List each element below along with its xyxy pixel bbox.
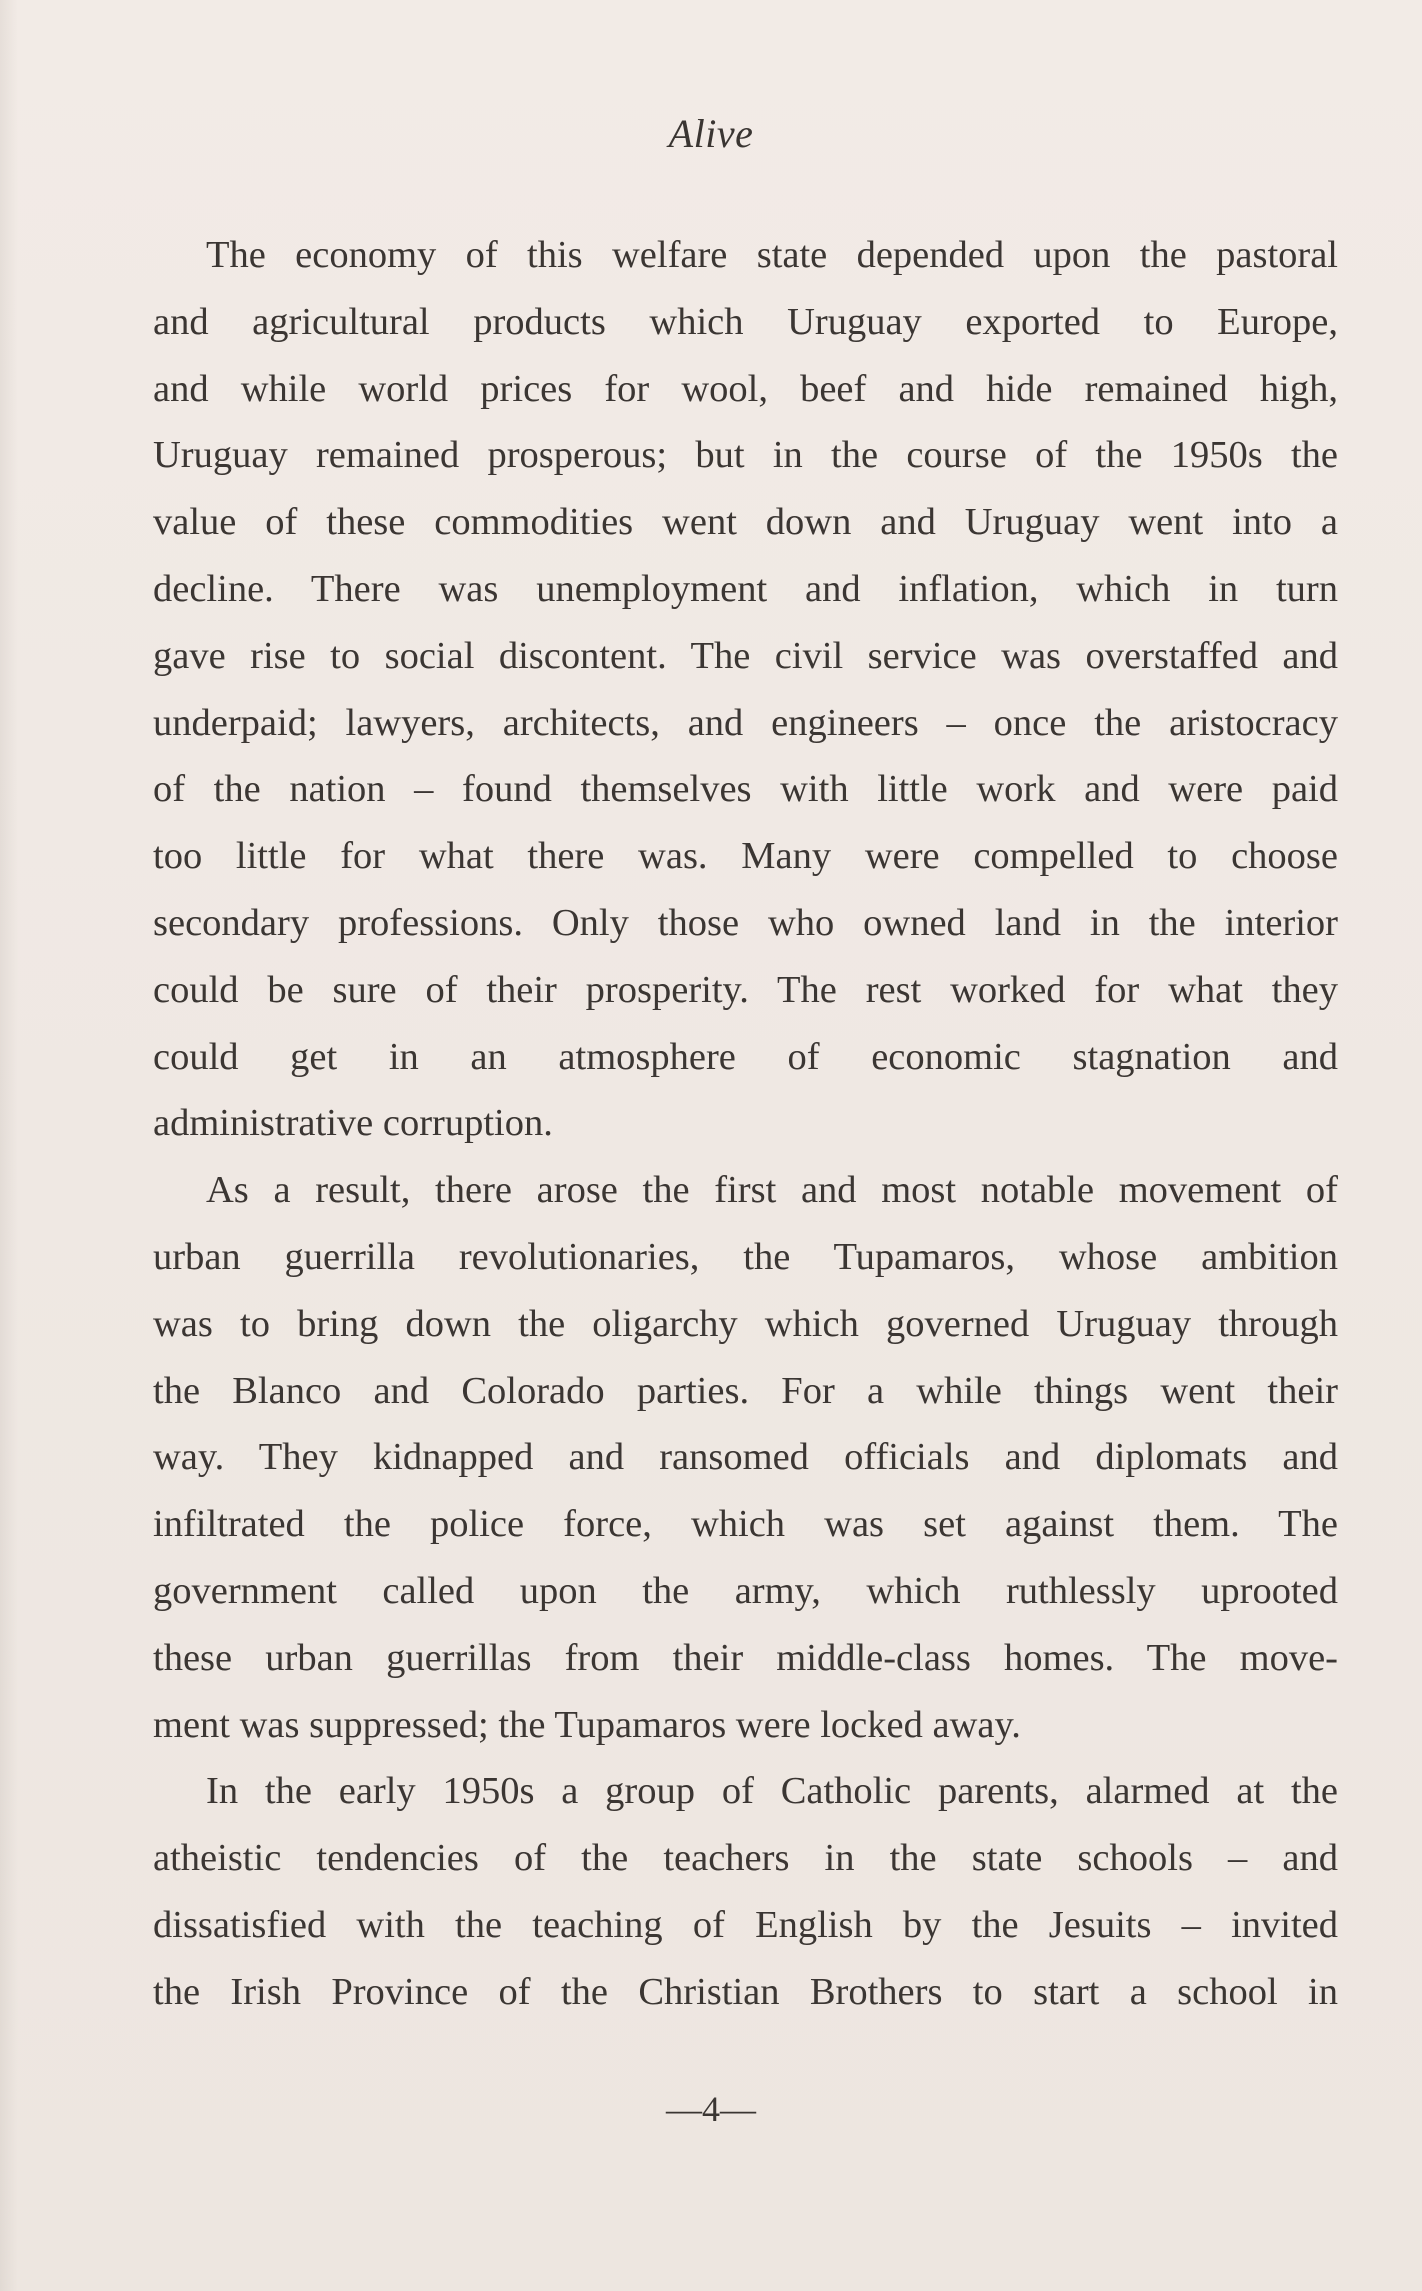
text-line: urban guerrilla revolutionaries, the Tupamaros, whose ambition — [153, 1235, 1338, 1278]
text-line: Uruguay remained prosperous; but in the course of the 1950s the — [153, 434, 1338, 477]
text-line: gave rise to social discontent. The civil service was overstaffed and — [153, 634, 1338, 677]
text-line: these urban guerrillas from their middle-class homes. The move- — [153, 1636, 1338, 1679]
text-line: ment was suppressed; the Tupamaros were locked away. — [153, 1703, 1021, 1746]
body-text — [153, 222, 1338, 2026]
running-head: Alive — [668, 111, 754, 156]
text-line: could get in an atmosphere of economic stagnation and — [153, 1035, 1338, 1078]
text-line: The economy of this welfare state depended upon the pastoral — [206, 234, 1338, 276]
text-line: could be sure of their prosperity. The rest worked for what they — [153, 968, 1338, 1011]
text-line: In the early 1950s a group of Catholic parents, alarmed at the — [206, 1770, 1338, 1813]
text-line: infiltrated the police force, which was set against them. The — [153, 1503, 1338, 1546]
paragraph-2 — [153, 1157, 1338, 1758]
text-line: decline. There was unemployment and inflation, which in turn — [153, 567, 1338, 610]
text-line: the Blanco and Colorado parties. For a while things went their — [153, 1369, 1338, 1412]
text-line: too little for what there was. Many were compelled to choose — [153, 835, 1338, 878]
page-number: —4— — [666, 2089, 756, 2129]
paragraph-3 — [153, 1758, 1338, 2025]
text-line: underpaid; lawyers, architects, and engineers – once the aristocracy — [153, 701, 1338, 744]
text-line: atheistic tendencies of the teachers in the state schools – and — [153, 1837, 1338, 1880]
text-line: dissatisfied with the teaching of English by the Jesuits – invited — [153, 1903, 1338, 1946]
text-line: way. They kidnapped and ransomed officials and diplomats and — [153, 1436, 1338, 1479]
text-line: secondary professions. Only those who owned land in the interior — [153, 901, 1338, 944]
text-line: of the nation – found themselves with little work and were paid — [153, 768, 1338, 811]
text-line: and while world prices for wool, beef and hide remained high, — [153, 367, 1338, 410]
text-line: government called upon the army, which ruthlessly uprooted — [153, 1569, 1338, 1612]
text-line: administrative corruption. — [153, 1102, 553, 1145]
text-line: the Irish Province of the Christian Brothers to start a school in — [153, 1970, 1338, 2013]
text-line: was to bring down the oligarchy which governed Uruguay through — [153, 1302, 1338, 1345]
text-line: value of these commodities went down and Uruguay went into a — [153, 501, 1338, 544]
paragraph-1 — [153, 222, 1338, 1157]
text-line: and agricultural products which Uruguay exported to Europe, — [153, 300, 1338, 343]
text-line: As a result, there arose the first and most notable movement of — [206, 1169, 1338, 1212]
